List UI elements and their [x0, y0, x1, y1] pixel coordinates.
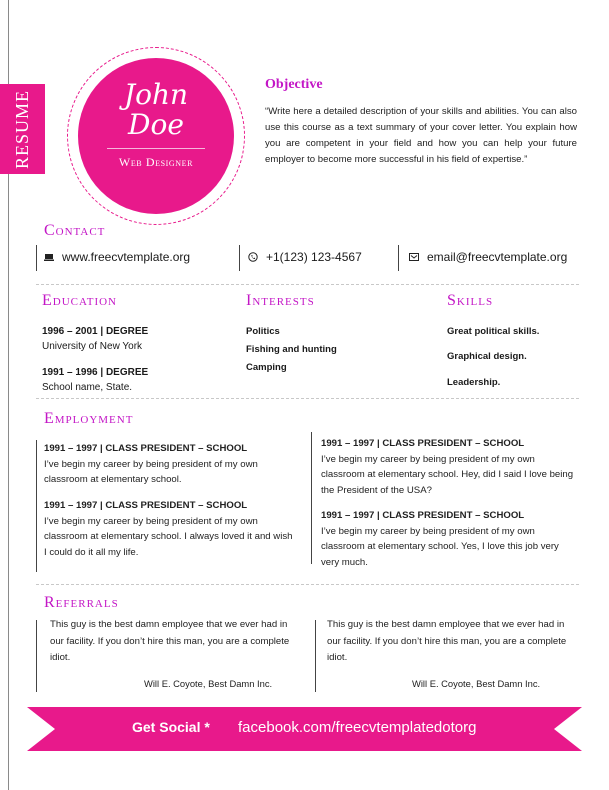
- resume-tab-label: RESUME: [12, 89, 33, 169]
- interest-item: Politics: [246, 326, 280, 337]
- employment-heading: 1991 – 1997 | CLASS PRESIDENT – SCHOOL: [321, 438, 525, 449]
- referral-text: This guy is the best damn employee that we ever had in our facility. If you don’t hire this man, you are a complete idiot.: [50, 619, 290, 663]
- name-divider: [107, 148, 205, 149]
- referral-signature: Will E. Coyote, Best Damn Inc.: [412, 678, 541, 689]
- email-text: email@freecvtemplate.org: [427, 250, 568, 264]
- interest-item: Camping: [246, 362, 287, 373]
- education-item: [42, 365, 148, 395]
- interest-item: Fishing and hunting: [246, 344, 337, 355]
- contact-divider: [398, 245, 399, 271]
- employment-entry: [44, 441, 294, 488]
- phone-text: +1(123) 123-4567: [266, 250, 362, 264]
- skill-item: Leadership.: [447, 377, 501, 388]
- contact-divider: [239, 245, 240, 271]
- section-divider: [36, 584, 579, 585]
- social-link[interactable]: facebook.com/freecvtemplatedotorg: [238, 719, 477, 736]
- social-label: Get Social *: [132, 719, 210, 735]
- skill-item: Great political skills.: [447, 326, 540, 337]
- employment-heading: 1991 – 1997 | CLASS PRESIDENT – SCHOOL: [44, 443, 248, 454]
- employment-entry: [44, 498, 294, 560]
- objective-text: “Write here a detailed description of your skills and abilities. You can also use this course as a text summary of your cover letter. You explain how you are competent in your field and how you can help your future employer to become more successful in his field of expertise.”: [265, 106, 577, 165]
- education-heading: 1996 – 2001 | DEGREE: [42, 326, 149, 337]
- referral-signature: Will E. Coyote, Best Damn Inc.: [144, 678, 273, 689]
- education-place: University of New York: [42, 341, 143, 352]
- website-text: www.freecvtemplate.org: [62, 250, 191, 264]
- employment-entry: [321, 436, 579, 498]
- phone-icon: [248, 252, 258, 262]
- employment-heading: 1991 – 1997 | CLASS PRESIDENT – SCHOOL: [44, 500, 248, 511]
- employment-text: I’ve begin my career by being president of my own classroom at elementary school. Yes, I love this job very very much.: [321, 525, 559, 568]
- section-divider: [36, 398, 579, 399]
- resume-side-tab: [0, 84, 45, 174]
- education-place: School name, State.: [42, 382, 133, 393]
- contact-email[interactable]: [409, 250, 567, 264]
- contact-divider: [36, 245, 37, 271]
- referral-divider: [315, 620, 316, 692]
- job-title: Web Designer: [118, 155, 194, 169]
- objective-title: Objective: [265, 77, 323, 92]
- contact-phone[interactable]: [248, 250, 362, 264]
- employment-divider: [36, 440, 37, 572]
- employment-entry: [321, 508, 579, 570]
- contact-website[interactable]: [44, 250, 190, 264]
- referral-divider: [36, 620, 37, 692]
- profile-circle: [78, 58, 234, 214]
- employment-text: I’ve begin my career by being president of my own classroom at elementary school. Hey, did I said I love being the President of the USA?: [321, 453, 574, 496]
- employment-heading: 1991 – 1997 | CLASS PRESIDENT – SCHOOL: [321, 510, 525, 521]
- section-divider: [36, 284, 579, 285]
- employment-text: I’ve begin my career by being president of my own classroom at elementary school. I always loved it and wish I could do it all my life.: [44, 515, 293, 558]
- skills-title: Skills: [447, 292, 494, 309]
- interests-title: Interests: [246, 292, 315, 309]
- education-title: Education: [42, 292, 117, 309]
- name-first: John: [123, 78, 189, 111]
- name-last: Doe: [128, 108, 184, 141]
- email-icon: [409, 252, 419, 262]
- employment-divider: [311, 432, 312, 564]
- employment-title: Employment: [44, 410, 134, 427]
- education-item: [42, 324, 148, 354]
- employment-text: I’ve begin my career by being president of my own classroom at elementary school.: [44, 458, 258, 485]
- contact-title: Contact: [44, 222, 106, 239]
- referral-text: This guy is the best damn employee that we ever had in our facility. If you don’t hire this man, you are a complete idiot.: [327, 619, 567, 663]
- skill-item: Graphical design.: [447, 351, 527, 362]
- laptop-icon: [44, 252, 54, 262]
- referrals-title: Referrals: [44, 594, 119, 611]
- education-heading: 1991 – 1996 | DEGREE: [42, 367, 149, 378]
